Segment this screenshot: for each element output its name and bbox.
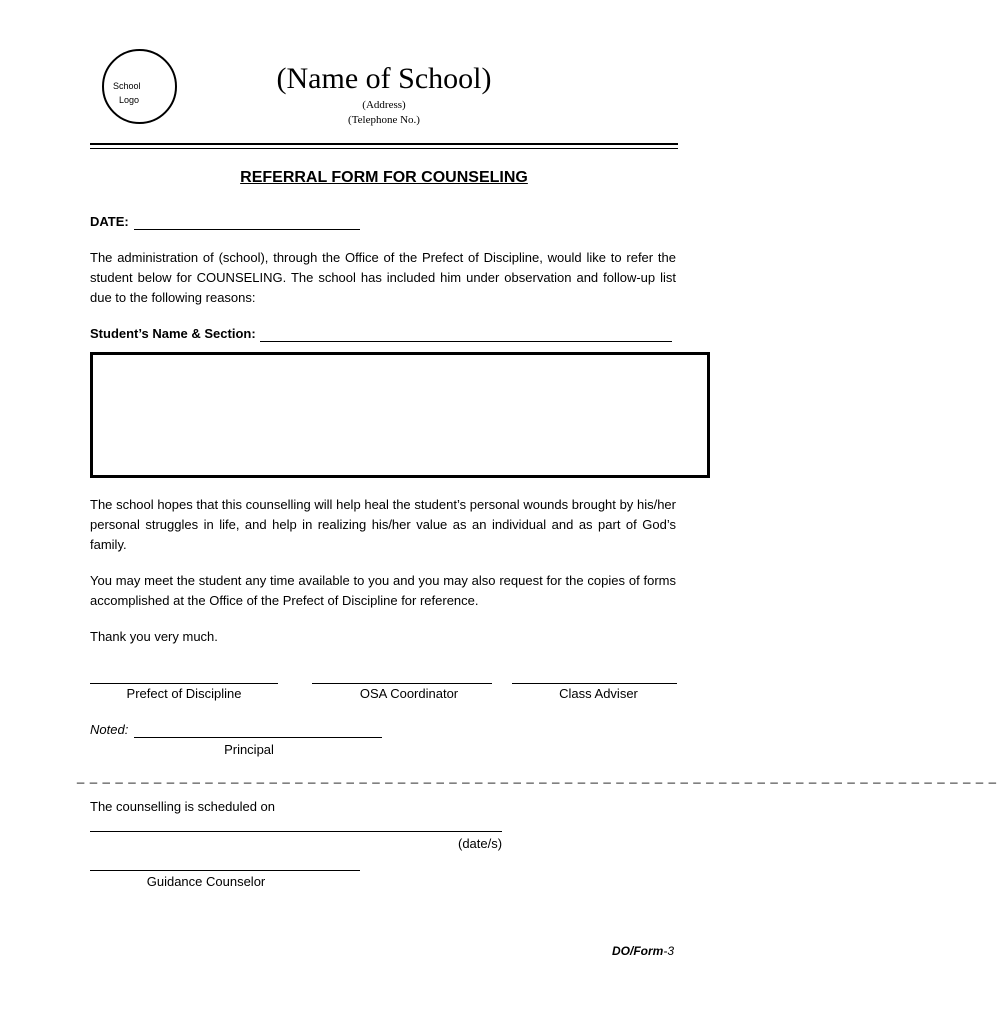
meet-paragraph: You may meet the student any time available to you and you may also request for the copies of forms accomplished at the Office of the Prefect of Discipline for reference.	[90, 573, 676, 608]
form-code-main: DO/Form	[612, 944, 664, 958]
hope-paragraph: The school hopes that this counselling will help heal the student’s personal wounds brought by his/her personal struggles in life, and help in realizing his/her value as an individual and as part of God’s family.	[90, 497, 676, 552]
school-name: (Name of School)	[276, 62, 492, 95]
prefect-label: Prefect of Discipline	[126, 686, 242, 701]
school-address: (Address)	[362, 99, 406, 111]
header-rule-thin	[90, 148, 678, 149]
student-name-label: Student’s Name & Section:	[90, 326, 256, 341]
cut-line-separator: _ _ _ _ _ _ _ _ _ _ _ _ _ _ _ _ _ _ _ _ _ _ _ _ _ _ _ _ _ _ _ _ _ _ _ _ _ _ _ _ _ _ _ _ _ _ _ _ _ _ _ _ _ _ _ _ _ _ _ _ _ _ _ _ _ _ _ _ _ _ _ _	[77, 769, 997, 784]
noted-label: Noted:	[90, 722, 129, 737]
logo-text-line1: School	[113, 81, 141, 91]
student-name-field-line[interactable]	[260, 341, 672, 342]
adviser-signature-line[interactable]	[512, 683, 677, 684]
form-code-number: -3	[663, 944, 675, 958]
reasons-box[interactable]	[90, 352, 710, 478]
osa-label: OSA Coordinator	[359, 686, 459, 701]
schedule-date-line[interactable]	[90, 831, 502, 832]
dates-label: (date/s)	[458, 836, 503, 851]
counselor-signature-line[interactable]	[90, 870, 360, 871]
intro-paragraph: The administration of (school), through the Office of the Prefect of Discipline, would like to refer the student below for COUNSELING. The school has included him under observation and follow-up list due to the following reasons:	[90, 250, 676, 305]
header-rule-thick	[90, 143, 678, 145]
school-telephone: (Telephone No.)	[348, 114, 420, 126]
date-field-line[interactable]	[134, 229, 360, 230]
form-code	[612, 944, 674, 958]
principal-signature-line[interactable]	[134, 737, 382, 738]
principal-label: Principal	[224, 742, 274, 757]
adviser-label: Class Adviser	[559, 686, 638, 701]
counselor-label: Guidance Counselor	[146, 874, 266, 889]
logo-text-line2: Logo	[119, 95, 140, 105]
form-title: REFERRAL FORM FOR COUNSELING	[240, 169, 528, 186]
prefect-signature-line[interactable]	[90, 683, 278, 684]
thank-you-text: Thank you very much.	[90, 629, 218, 644]
schedule-text: The counselling is scheduled on	[90, 799, 276, 814]
osa-signature-line[interactable]	[312, 683, 492, 684]
date-label: DATE:	[90, 214, 129, 229]
